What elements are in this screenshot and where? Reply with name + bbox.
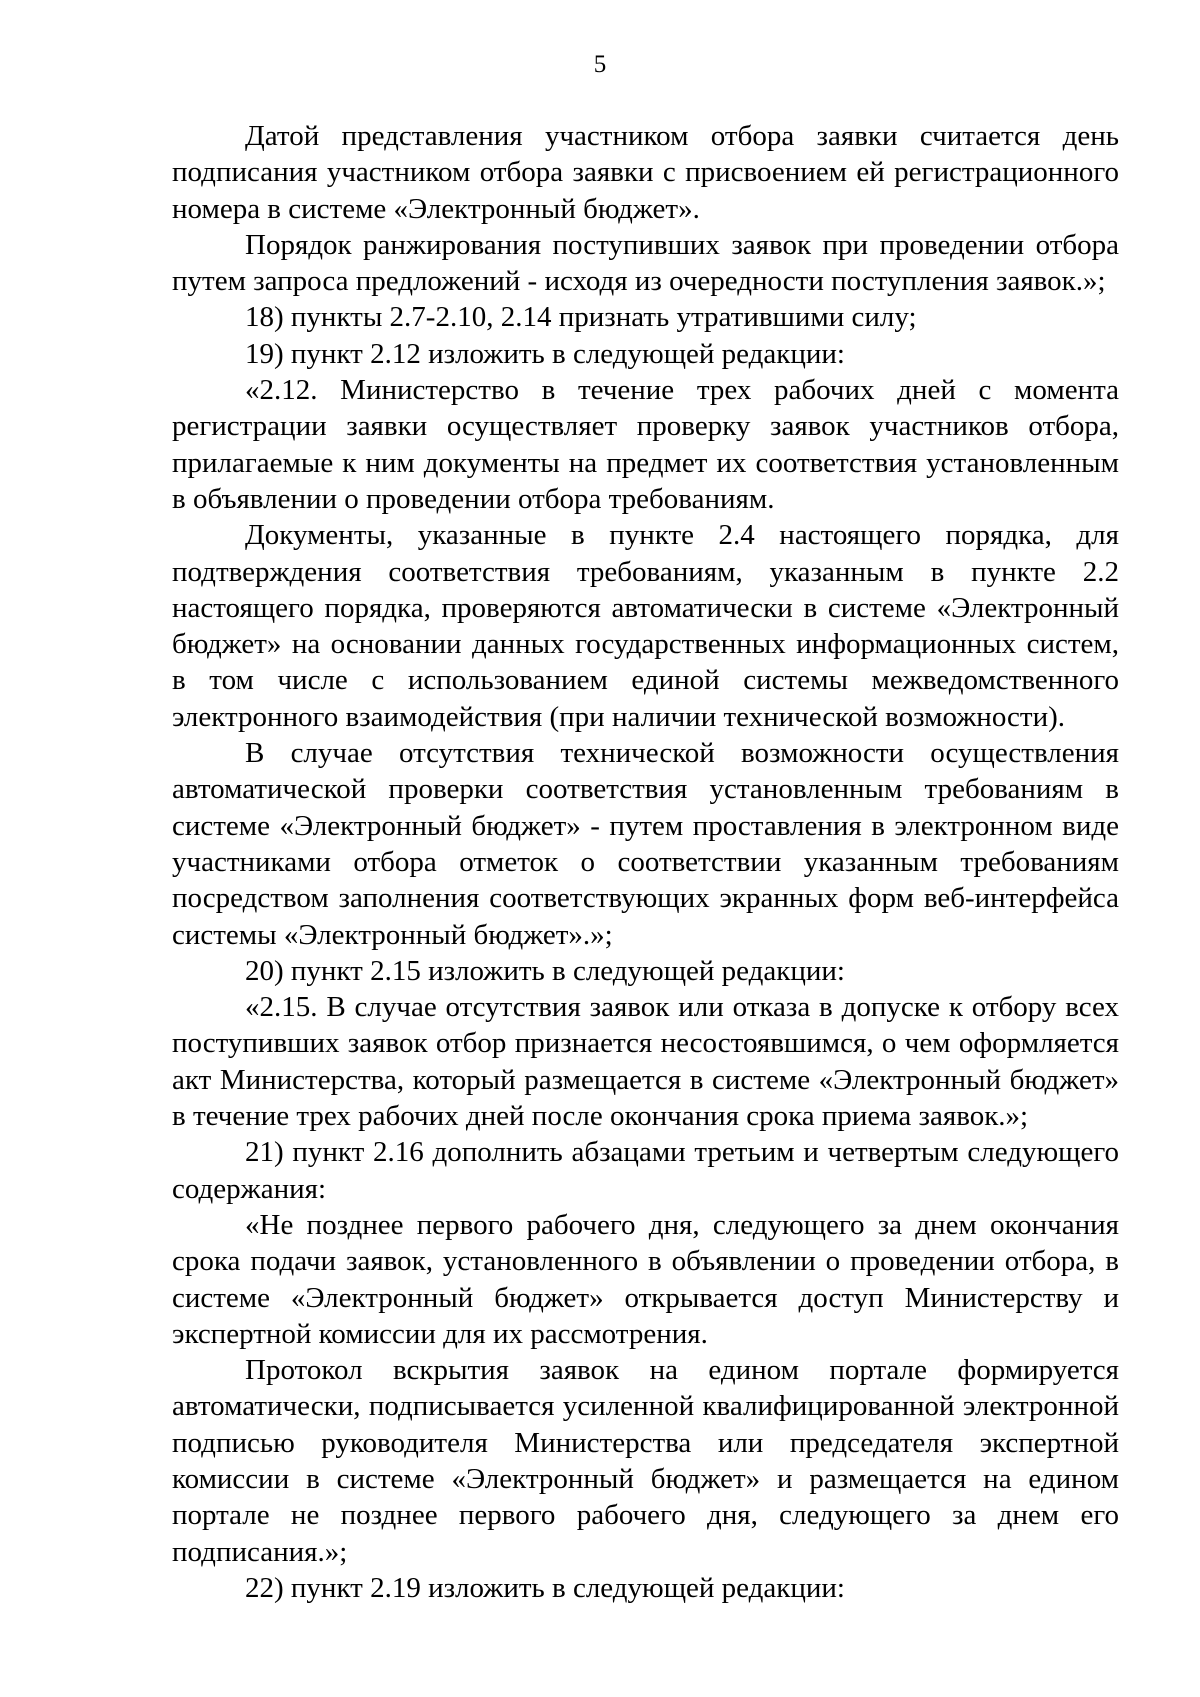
page-number: 5 — [593, 51, 607, 78]
paragraph-documents-check: Документы, указанные в пункте 2.4 настоящего порядка, для подтверждения соответствия требованиям, указанным в пункте 2.2 настоящего порядка, проверяются автоматически в системе «Электронный бюджет» на основании данных государственных информационных систем, в том числе с использованием единой системы межведомственного электронного взаимодействия (при наличии технической возможности). — [172, 519, 1119, 733]
document-body — [172, 118, 1119, 1606]
paragraph-item-18: 18) пункты 2.7-2.10, 2.14 признать утратившими силу; — [245, 301, 917, 334]
paragraph-no-technical-possibility: В случае отсутствия технической возможности осуществления автоматической проверки соответствия установленным требованиям в системе «Электронный бюджет» - путем проставления в электронном виде участниками отбора отметок о соответствии указанным требованиям посредством заполнения соответствующих экранных форм веб-интерфейса системы «Электронный бюджет».»; — [172, 737, 1119, 951]
paragraph-clause-2-12: «2.12. Министерство в течение трех рабочих дней с момента регистрации заявки осуществляет проверку заявок участников отбора, прилагаемые к ним документы на предмет их соответствия установленным в объявлении о проведении отбора требованиям. — [172, 374, 1119, 515]
paragraph-item-19: 19) пункт 2.12 изложить в следующей редакции: — [245, 337, 845, 370]
paragraph-clause-2-15: «2.15. В случае отсутствия заявок или отказа в допуске к отбору всех поступивших заявок отбор признается несостоявшимся, о чем оформляется акт Министерства, который размещается в системе «Электронный бюджет» в течение трех рабочих дней после окончания срока приема заявок.»; — [172, 991, 1119, 1133]
paragraph-submission-date: Датой представления участником отбора заявки считается день подписания участником отбора заявки с присвоением ей регистрационного номера в системе «Электронный бюджет». — [172, 120, 1119, 225]
paragraph-item-20: 20) пункт 2.15 изложить в следующей редакции: — [245, 954, 845, 987]
paragraph-access-opening: «Не позднее первого рабочего дня, следующего за днем окончания срока подачи заявок, установленного в объявлении о проведении отбора, в системе «Электронный бюджет» открывается доступ Министерству и экспертной комиссии для их рассмотрения. — [172, 1208, 1119, 1350]
paragraph-opening-protocol: Протокол вскрытия заявок на едином портале формируется автоматически, подписывается усиленной квалифицированной электронной подписью руководителя Министерства или председателя экспертной комиссии в системе «Электронный бюджет» и размещается на едином портале не позднее первого рабочего дня, следующего за днем его подписания.»; — [172, 1354, 1119, 1568]
paragraph-item-22: 22) пункт 2.19 изложить в следующей редакции: — [245, 1571, 845, 1604]
paragraph-item-21: 21) пункт 2.16 дополнить абзацами третьим и четвертым следующего содержания: — [172, 1136, 1119, 1205]
paragraph-ranking-order: Порядок ранжирования поступивших заявок при проведении отбора путем запроса предложений - исходя из очередности поступления заявок.»; — [172, 228, 1119, 298]
